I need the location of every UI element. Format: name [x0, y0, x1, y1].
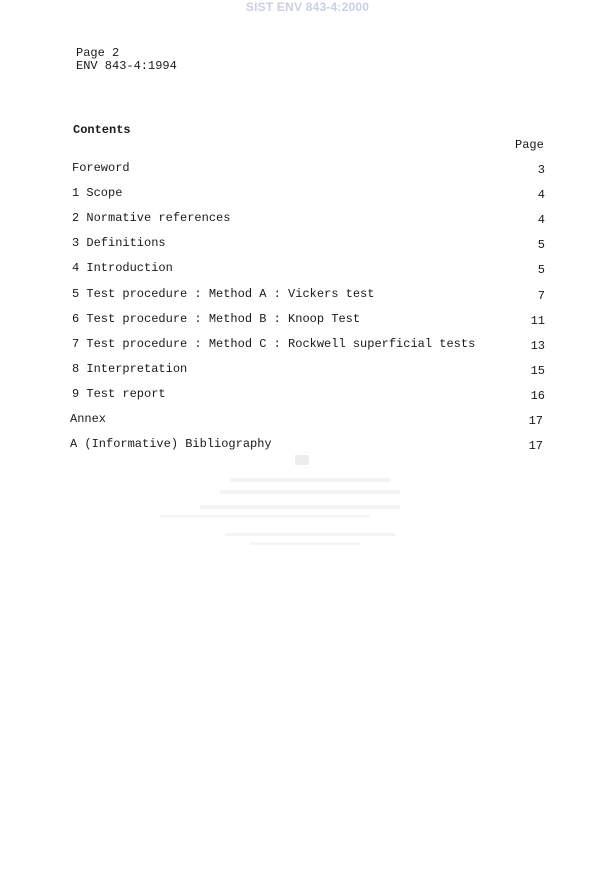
scan-noise: [160, 450, 420, 550]
toc-entry-label: 6 Test procedure : Method B : Knoop Test: [72, 311, 361, 326]
toc-entry: [72, 261, 547, 277]
toc-entry: [72, 287, 547, 303]
toc-entry-label: 5 Test procedure : Method A : Vickers test: [72, 286, 375, 301]
toc-entry: [72, 236, 547, 252]
toc-entry-label: 7 Test procedure : Method C : Rockwell superficial tests: [72, 336, 476, 351]
toc-entry-label: Annex: [70, 412, 107, 426]
toc-entry-page: 4: [537, 213, 545, 228]
toc-entry-label: 9 Test report: [72, 386, 166, 401]
toc-entry-page: 15: [530, 363, 545, 378]
toc-entry-label: Foreword: [72, 161, 130, 175]
document-id: ENV 843-4:1994: [76, 59, 177, 73]
toc-entry: [72, 362, 547, 378]
toc-entry: [72, 186, 547, 202]
toc-entry-label: 3 Definitions: [72, 236, 166, 251]
toc-entry-page: 5: [537, 238, 545, 253]
contents-heading: Contents: [73, 123, 131, 137]
toc-entry-label: 2 Normative references: [72, 211, 231, 226]
watermark: SIST ENV 843-4:2000: [245, 0, 370, 14]
toc-entry-label: 1 Scope: [72, 186, 123, 201]
toc-entry: [72, 337, 547, 353]
toc-entry-page: 7: [537, 288, 545, 303]
toc-entry-page: 4: [537, 188, 545, 203]
toc-entry-label: A (Informative) Bibliography: [70, 437, 272, 452]
page-number: Page 2: [76, 46, 120, 60]
toc-entry-page: 13: [530, 338, 545, 353]
toc-entry: [72, 211, 547, 227]
toc-entry-page: 5: [537, 263, 545, 278]
toc-entry: [70, 412, 545, 428]
toc-entry-label: 4 Introduction: [72, 261, 173, 276]
toc-entry-label: 8 Interpretation: [72, 361, 188, 376]
page-header: [76, 47, 177, 73]
toc-entry-page: 16: [530, 388, 545, 403]
toc-entry-page: 17: [528, 414, 543, 428]
toc-entry: [72, 387, 547, 403]
page-column-heading: Page: [515, 138, 544, 152]
toc-entry: [72, 312, 547, 328]
toc-entry: [72, 161, 547, 177]
toc-entry-page: 11: [530, 313, 545, 328]
toc-entry-page: 3: [537, 163, 545, 177]
toc-entry-page: 17: [528, 439, 543, 454]
